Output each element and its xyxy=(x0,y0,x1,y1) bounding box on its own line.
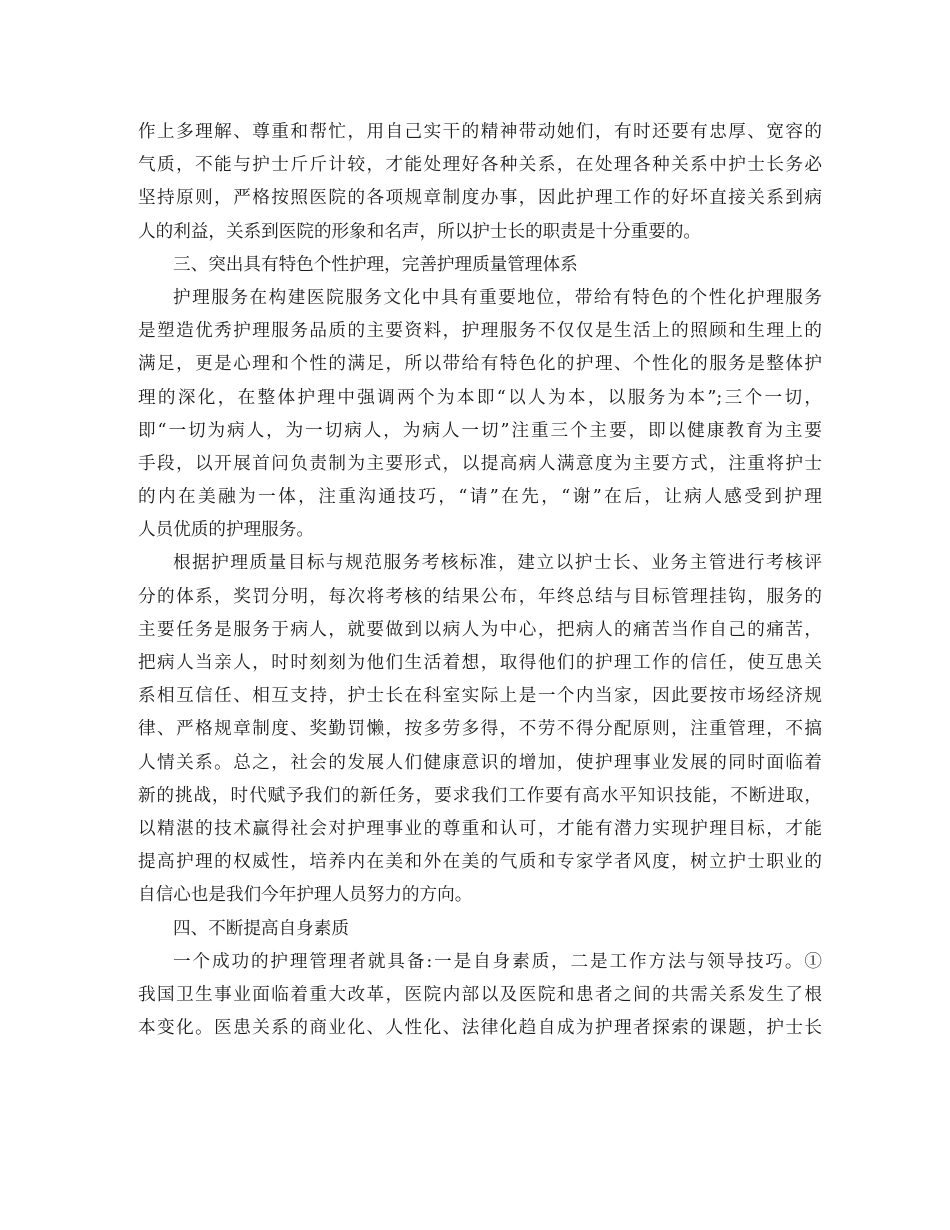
text-line: 手段，以开展首问负责制为主要形式，以提高病人满意度为主要方式，注重将护士 xyxy=(138,453,822,474)
text-line: 把病人当亲人，时时刻刻为他们生活着想，取得他们的护理工作的信任，使互患关 xyxy=(138,653,822,673)
text-line: 分的体系，奖罚分明，每次将考核的结果公布，年终总结与目标管理挂钩，服务的 xyxy=(138,586,822,607)
text-line: 律、严格规章制度、奖勤罚懒，按多劳多得，不劳不得分配原则，注重管理，不搞 xyxy=(138,719,822,740)
text-line: 本变化。医患关系的商业化、人性化、法律化趋自成为护理者探索的课题，护士长 xyxy=(138,1018,822,1039)
document-body xyxy=(138,116,822,1045)
section-heading: 三、突出具有特色个性护理，完善护理质量管理体系 xyxy=(173,254,578,275)
text-line: 新的挑战，时代赋予我们的新任务，要求我们工作要有高水平知识技能，不断进取， xyxy=(138,785,822,806)
text-line: 护理服务在构建医院服务文化中具有重要地位，带给有特色的个性化护理服务 xyxy=(173,287,822,308)
text-line: 作上多理解、尊重和帮忙，用自己实干的精神带动她们，有时还要有忠厚、宽容的 xyxy=(138,122,822,142)
text-line: 主要任务是服务于病人，就要做到以病人为中心，把病人的痛苦当作自己的痛苦， xyxy=(138,619,822,640)
section-heading: 四、不断提高自身素质 xyxy=(173,918,349,939)
text-line: 一个成功的护理管理者就具备:一是自身素质，二是工作方法与领导技巧。① xyxy=(173,951,822,972)
text-line: 理的深化，在整体护理中强调两个为本即“以人为本，以服务为本”;三个一切， xyxy=(138,387,822,408)
text-line: 人情关系。总之，社会的发展人们健康意识的增加，使护理事业发展的同时面临着 xyxy=(138,752,822,773)
text-line: 满足，更是心理和个性的满足，所以带给有特色化的护理、个性化的服务是整体护 xyxy=(138,354,822,375)
text-line: 是塑造优秀护理服务品质的主要资料，护理服务不仅仅是生活上的照顾和生理上的 xyxy=(138,321,822,342)
text-line: 以精湛的技术赢得社会对护理事业的尊重和认可，才能有潜力实现护理目标，才能 xyxy=(138,818,822,839)
text-line: 根据护理质量目标与规范服务考核标准，建立以护士长、业务主管进行考核评 xyxy=(173,553,822,574)
text-line: 气质，不能与护士斤斤计较，才能处理好各种关系，在处理各种关系中护士长务必 xyxy=(138,155,822,176)
text-line: 自信心也是我们今年护理人员努力的方向。 xyxy=(138,885,473,906)
text-line: 坚持原则，严格按照医院的各项规章制度办事，因此护理工作的好坏直接关系到病 xyxy=(138,188,822,209)
text-line: 的内在美融为一体，注重沟通技巧，“请”在先，“谢”在后，让病人感受到护理 xyxy=(138,487,822,508)
text-line: 系相互信任、相互支持，护士长在科室实际上是一个内当家，因此要按市场经济规 xyxy=(138,686,822,707)
text-line: 即“一切为病人，为一切病人，为病人一切”注重三个主要，即以健康教育为主要 xyxy=(138,420,822,441)
text-line: 人的利益，关系到医院的形象和名声，所以护士长的职责是十分重要的。 xyxy=(138,221,702,242)
text-line: 我国卫生事业面临着重大改革，医院内部以及医院和患者之间的共需关系发生了根 xyxy=(138,984,822,1005)
text-line: 提高护理的权威性，培养内在美和外在美的气质和专家学者风度，树立护士职业的 xyxy=(138,852,822,873)
text-line: 人员优质的护理服务。 xyxy=(138,520,314,541)
